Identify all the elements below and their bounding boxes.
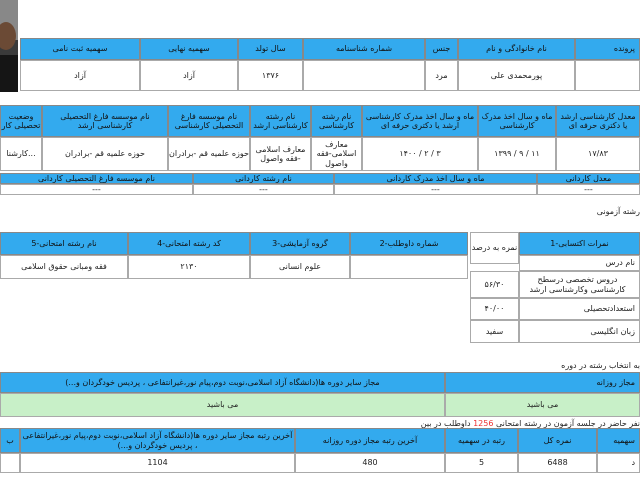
value-field-name: فقه ومبانی حقوق اسلامی	[0, 255, 128, 279]
rank-note-suffix: نفر حاضر در جلسه آزمون در رشته امتحانی	[495, 419, 640, 428]
header-ma-field: نام رشته کارشناسی ارشد	[250, 105, 311, 137]
value-quota-rank: 5	[445, 453, 518, 473]
value-total-score: 6488	[518, 453, 597, 473]
value-assoc-date: ---	[334, 184, 537, 195]
value-file	[575, 60, 640, 91]
header-quota: سهمیه	[597, 428, 640, 453]
scores-pct-3: سفید	[470, 320, 519, 343]
scores-pct-2: ۴۰/۰۰	[470, 298, 519, 320]
avatar	[0, 0, 18, 92]
header-candidate-number: 2-شماره داوطلب	[350, 232, 468, 255]
rank-note	[421, 419, 640, 428]
header-assoc-date: ماه و سال اخذ مدرک کاردانی	[334, 173, 537, 184]
value-last-daily-rank: 480	[295, 453, 445, 473]
value-ma-field: معارف اسلامی -فقه واصول	[250, 137, 311, 171]
selection-section-title: به انتخاب رشته در دوره	[561, 361, 640, 370]
value-assoc-gpa: ---	[537, 184, 640, 195]
header-file: پرونده	[575, 38, 640, 60]
value-ma-gpa: ۱۷/۸۳	[556, 137, 640, 171]
header-field-name: 5-نام رشته امتحانی	[0, 232, 128, 255]
value-final-quota: آزاد	[140, 60, 238, 91]
rank-note-prefix: داوطلب در بین	[420, 419, 471, 428]
value-quota: د	[597, 453, 640, 473]
avatar-photo	[0, 0, 18, 92]
header-exam-group: 3-گروه آزمایشی	[250, 232, 350, 255]
value-candidate-number	[350, 255, 468, 279]
value-birth-year: ۱۳۷۶	[238, 60, 303, 91]
header-last-other-rank: آخرین رتبه مجاز سایر دوره ها(دانشگاه آزاد اسلامی،نوبت دوم،پیام نور،غیرانتفاعی ، پردیس خودگردان و...)	[20, 428, 295, 453]
header-field-code: 4-کد رشته امتحانی	[128, 232, 250, 255]
value-gender: مرد	[425, 60, 458, 91]
value-assoc-field: ---	[193, 184, 334, 195]
value-id-number	[303, 60, 425, 91]
header-birth-year: سال تولد	[238, 38, 303, 60]
header-extra: ب	[0, 428, 20, 453]
value-ba-field: معارف اسلامی-فقه واصول	[311, 137, 362, 171]
header-ba-date: ماه و سال اخذ مدرک کارشناسی	[478, 105, 556, 137]
value-ba-institute: حوزه علمیه قم -برادران	[168, 137, 250, 171]
value-assoc-institute: ---	[0, 184, 193, 195]
value-extra	[0, 453, 20, 473]
rank-note-count: 1256	[473, 419, 494, 428]
header-gender: جنس	[425, 38, 458, 60]
header-other-allowed: مجاز سایر دوره ها(دانشگاه آزاد اسلامی،نوبت دوم،پیام نور،غیرانتفاعی ، پردیس خودگردان و...)	[0, 372, 445, 393]
value-registered-quota: آزاد	[20, 60, 140, 91]
header-edu-status: وضعیت تحصیلی کار	[0, 105, 42, 137]
header-daily-allowed: مجاز روزانه	[445, 372, 640, 393]
value-ma-date: ۱۴۰۰ / ۲ / ۳	[362, 137, 478, 171]
header-fullname: نام خانوادگی و نام	[458, 38, 575, 60]
value-fullname: پورمحمدی علی	[458, 60, 575, 91]
header-id-number: شماره شناسنامه	[303, 38, 425, 60]
header-last-daily-rank: آخرین رتبه مجاز دوره روزانه	[295, 428, 445, 453]
header-quota-rank: رتبه در سهمیه	[445, 428, 518, 453]
scores-course-3: زبان انگلیسی	[519, 320, 640, 343]
value-other-allowed: می باشید	[0, 393, 445, 417]
scores-course-2: استعدادتحصیلی	[519, 298, 640, 320]
value-edu-status: کارشنا...	[0, 137, 42, 171]
header-ba-field: نام رشته کارشناسی	[311, 105, 362, 137]
header-assoc-gpa: معدل کاردانی	[537, 173, 640, 184]
header-assoc-field: نام رشته کاردانی	[193, 173, 334, 184]
scores-header-course: نام درس	[519, 255, 640, 271]
scores-header-pct: نمره به درصد	[470, 232, 519, 264]
header-total-score: نمره کل	[518, 428, 597, 453]
value-daily-allowed: می باشید	[445, 393, 640, 417]
header-assoc-institute: نام موسسه فارغ التحصیلی کاردانی	[0, 173, 193, 184]
value-last-other-rank: 1104	[20, 453, 295, 473]
header-registered-quota: سهمیه ثبت نامی	[20, 38, 140, 60]
value-ma-institute: حوزه علمیه قم -برادران	[42, 137, 168, 171]
header-ma-gpa: معدل کارشناسی ارشد یا دکتری حرفه ای	[556, 105, 640, 137]
scores-course-1: دروس تخصصی درسطح کارشناسی وکارشناسی ارشد	[519, 271, 640, 298]
value-ba-date: ۱۳۹۹ / ۹ / ۱۱	[478, 137, 556, 171]
header-ba-institute: نام موسسه فارغ التحصیلی کارشناسی	[168, 105, 250, 137]
value-field-code: ۲۱۳۰	[128, 255, 250, 279]
scores-pct-1: ۵۶/۳۰	[470, 271, 519, 298]
value-exam-group: علوم انسانی	[250, 255, 350, 279]
header-ma-date: ماه و سال اخذ مدرک کارشناسی ارشد یا دکتری حرفه ای	[362, 105, 478, 137]
header-acquired-scores: 1-نمرات اکتسابی	[519, 232, 640, 255]
exam-section-title: رشته آزمونی	[596, 207, 640, 216]
header-final-quota: سهمیه نهایی	[140, 38, 238, 60]
header-ma-institute: نام موسسه فارغ التحصیلی کارشناسی ارشد	[42, 105, 168, 137]
